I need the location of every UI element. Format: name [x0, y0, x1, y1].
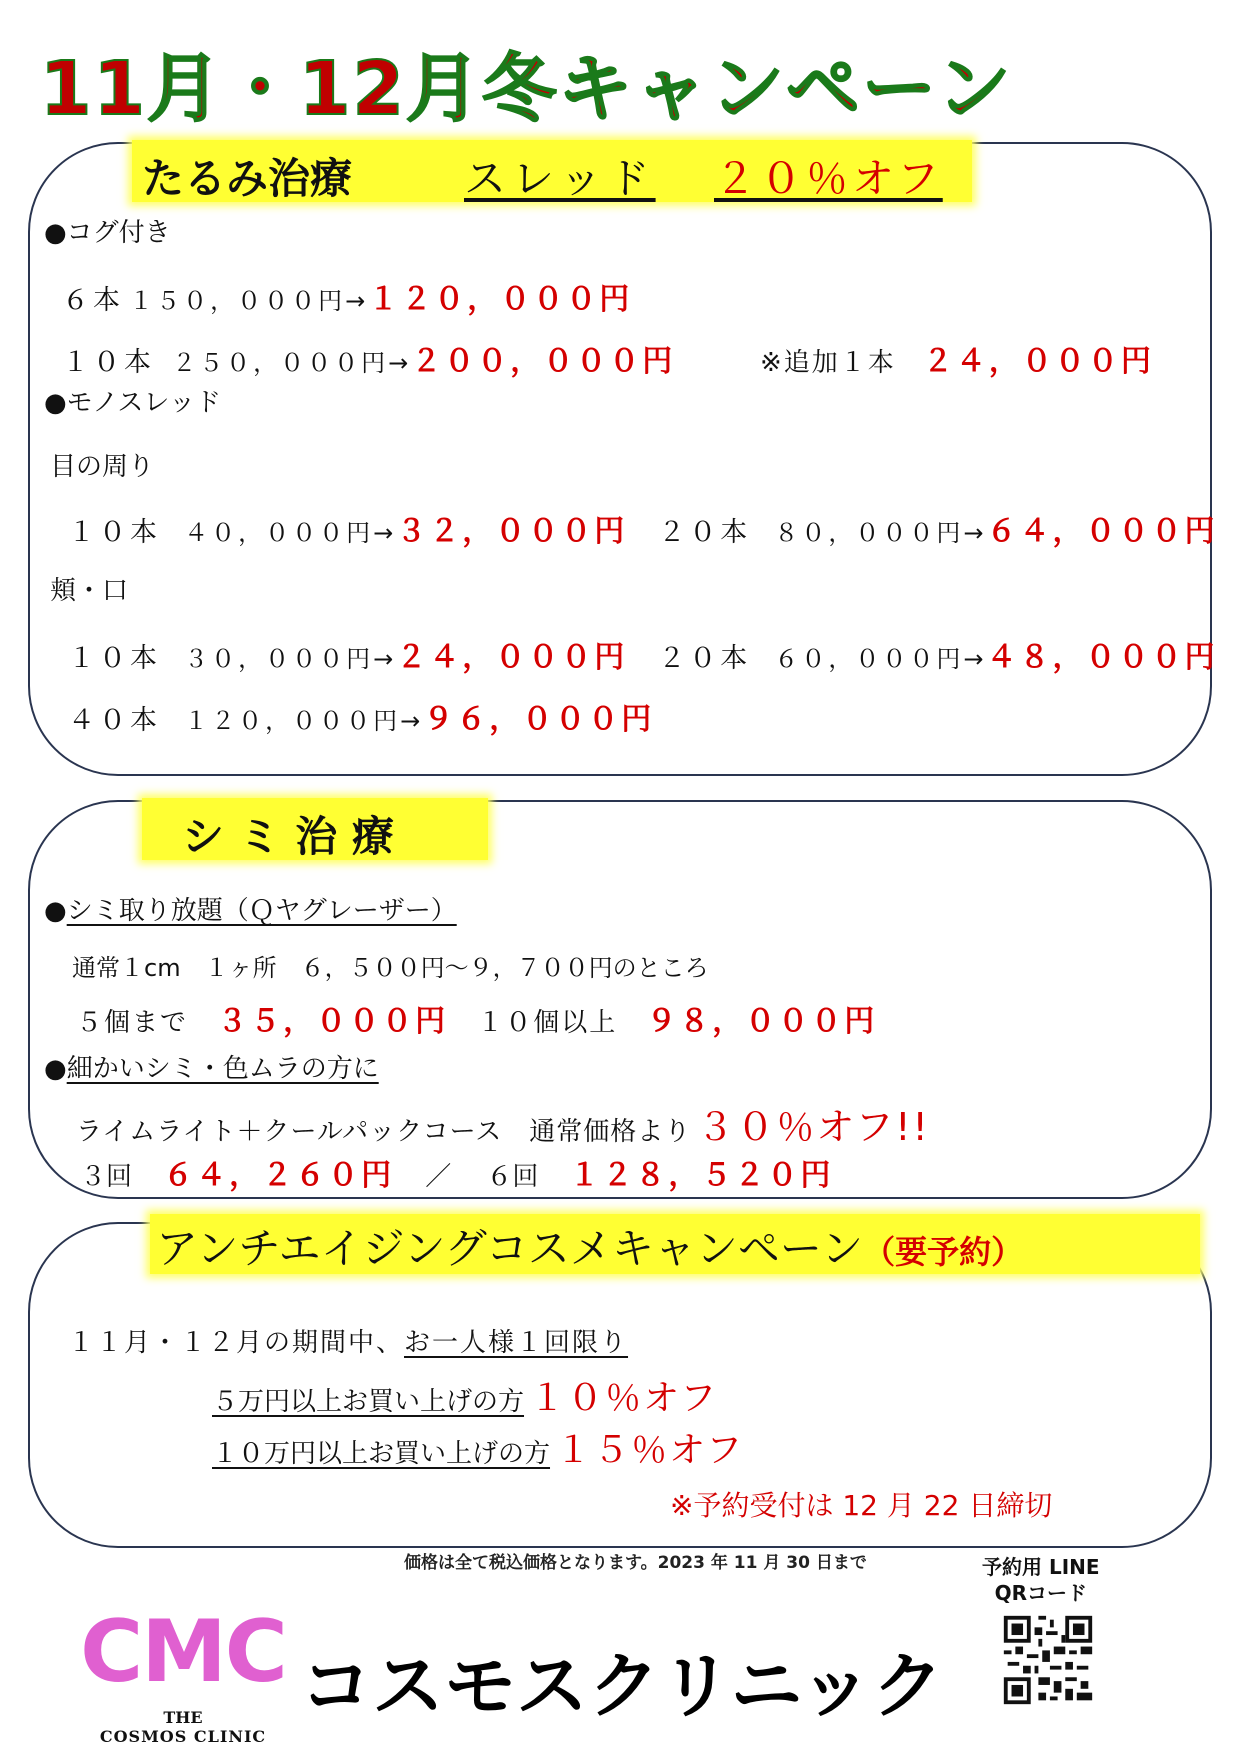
cosme-tier2: １０万円以上お買い上げの方 １５％オフ — [212, 1430, 745, 1471]
cheek-row: １０本 ３０，０００円→２４，０００円 ２０本 ６０，０００円→４８，０００円 — [68, 640, 1218, 675]
spot-item1: ●シミ取り放題（Ｑヤグレーザー） — [44, 896, 457, 926]
spot-prices: ５個まで ３５，０００円 １０個以上 ９８，０００円 — [76, 1004, 878, 1039]
cosme-deadline: ※予約受付は 12 月 22 日締切 — [670, 1489, 1053, 1522]
thread-heading-a: たるみ治療 — [142, 154, 353, 203]
logo-the: THE — [163, 1708, 203, 1727]
page-title: 11月・12月冬キャンペーン — [40, 46, 1013, 132]
cheek-row-40: ４０本 １２０，０００円→９６，０００円 — [68, 702, 655, 737]
cog-row-10: １０本 ２５０，０００円→２００，０００円 — [62, 344, 676, 379]
clinic-logo — [80, 1604, 286, 1746]
cheek-label: 頬・口 — [50, 576, 129, 606]
spot-heading: シ ミ 治 療 — [182, 812, 394, 861]
logo-mark: CMC — [80, 1602, 286, 1702]
course-prices: ３回 ６４，２６０円 ／ ６回 １２８，５２０円 — [80, 1158, 834, 1193]
qr-label: 予約用 LINE QRコード — [982, 1555, 1100, 1605]
eye-row: １０本 ４０，０００円→３２，０００円 ２０本 ８０，０００円→６４，０００円 — [68, 514, 1218, 549]
bullet-icon: ● — [44, 1054, 67, 1084]
thread-heading-discount: ２０％オフ — [714, 154, 943, 203]
tax-note: 価格は全て税込価格となります。2023 年 11 月 30 日まで — [404, 1553, 867, 1573]
thread-heading-b: スレッド — [464, 154, 656, 203]
mono-label: ●モノスレッド — [44, 388, 222, 418]
cog-row-6: ６本 １５０，０００円→１２０，０００円 — [62, 282, 633, 317]
extra-thread: ※追加１本 ２４，０００円 — [760, 344, 1154, 379]
cosme-period: １１月・１２月の期間中、お一人様１回限り — [68, 1328, 629, 1358]
line-qr-code-icon[interactable] — [1000, 1612, 1096, 1708]
cosme-heading: アンチエイジングコスメキャンペーン（要予約） — [156, 1224, 1024, 1273]
cosme-tier1: ５万円以上お買い上げの方 １０％オフ — [212, 1378, 719, 1419]
spot-normal-price: 通常１cm １ヶ所 ６，５００円～９，７００円のところ — [72, 954, 709, 982]
clinic-name: コスモスクリニック — [300, 1644, 944, 1728]
spot-item2: ●細かいシミ・色ムラの方に — [44, 1054, 379, 1084]
bullet-icon: ● — [44, 896, 67, 926]
course-line: ライムライト＋クールパックコース 通常価格より ３０％オフ!! — [76, 1105, 930, 1149]
eye-label: 目の周り — [50, 452, 155, 482]
thread-section — [28, 142, 1212, 776]
logo-subtitle: COSMOS CLINIC — [99, 1727, 267, 1746]
cog-label: ●コグ付き — [44, 218, 171, 248]
